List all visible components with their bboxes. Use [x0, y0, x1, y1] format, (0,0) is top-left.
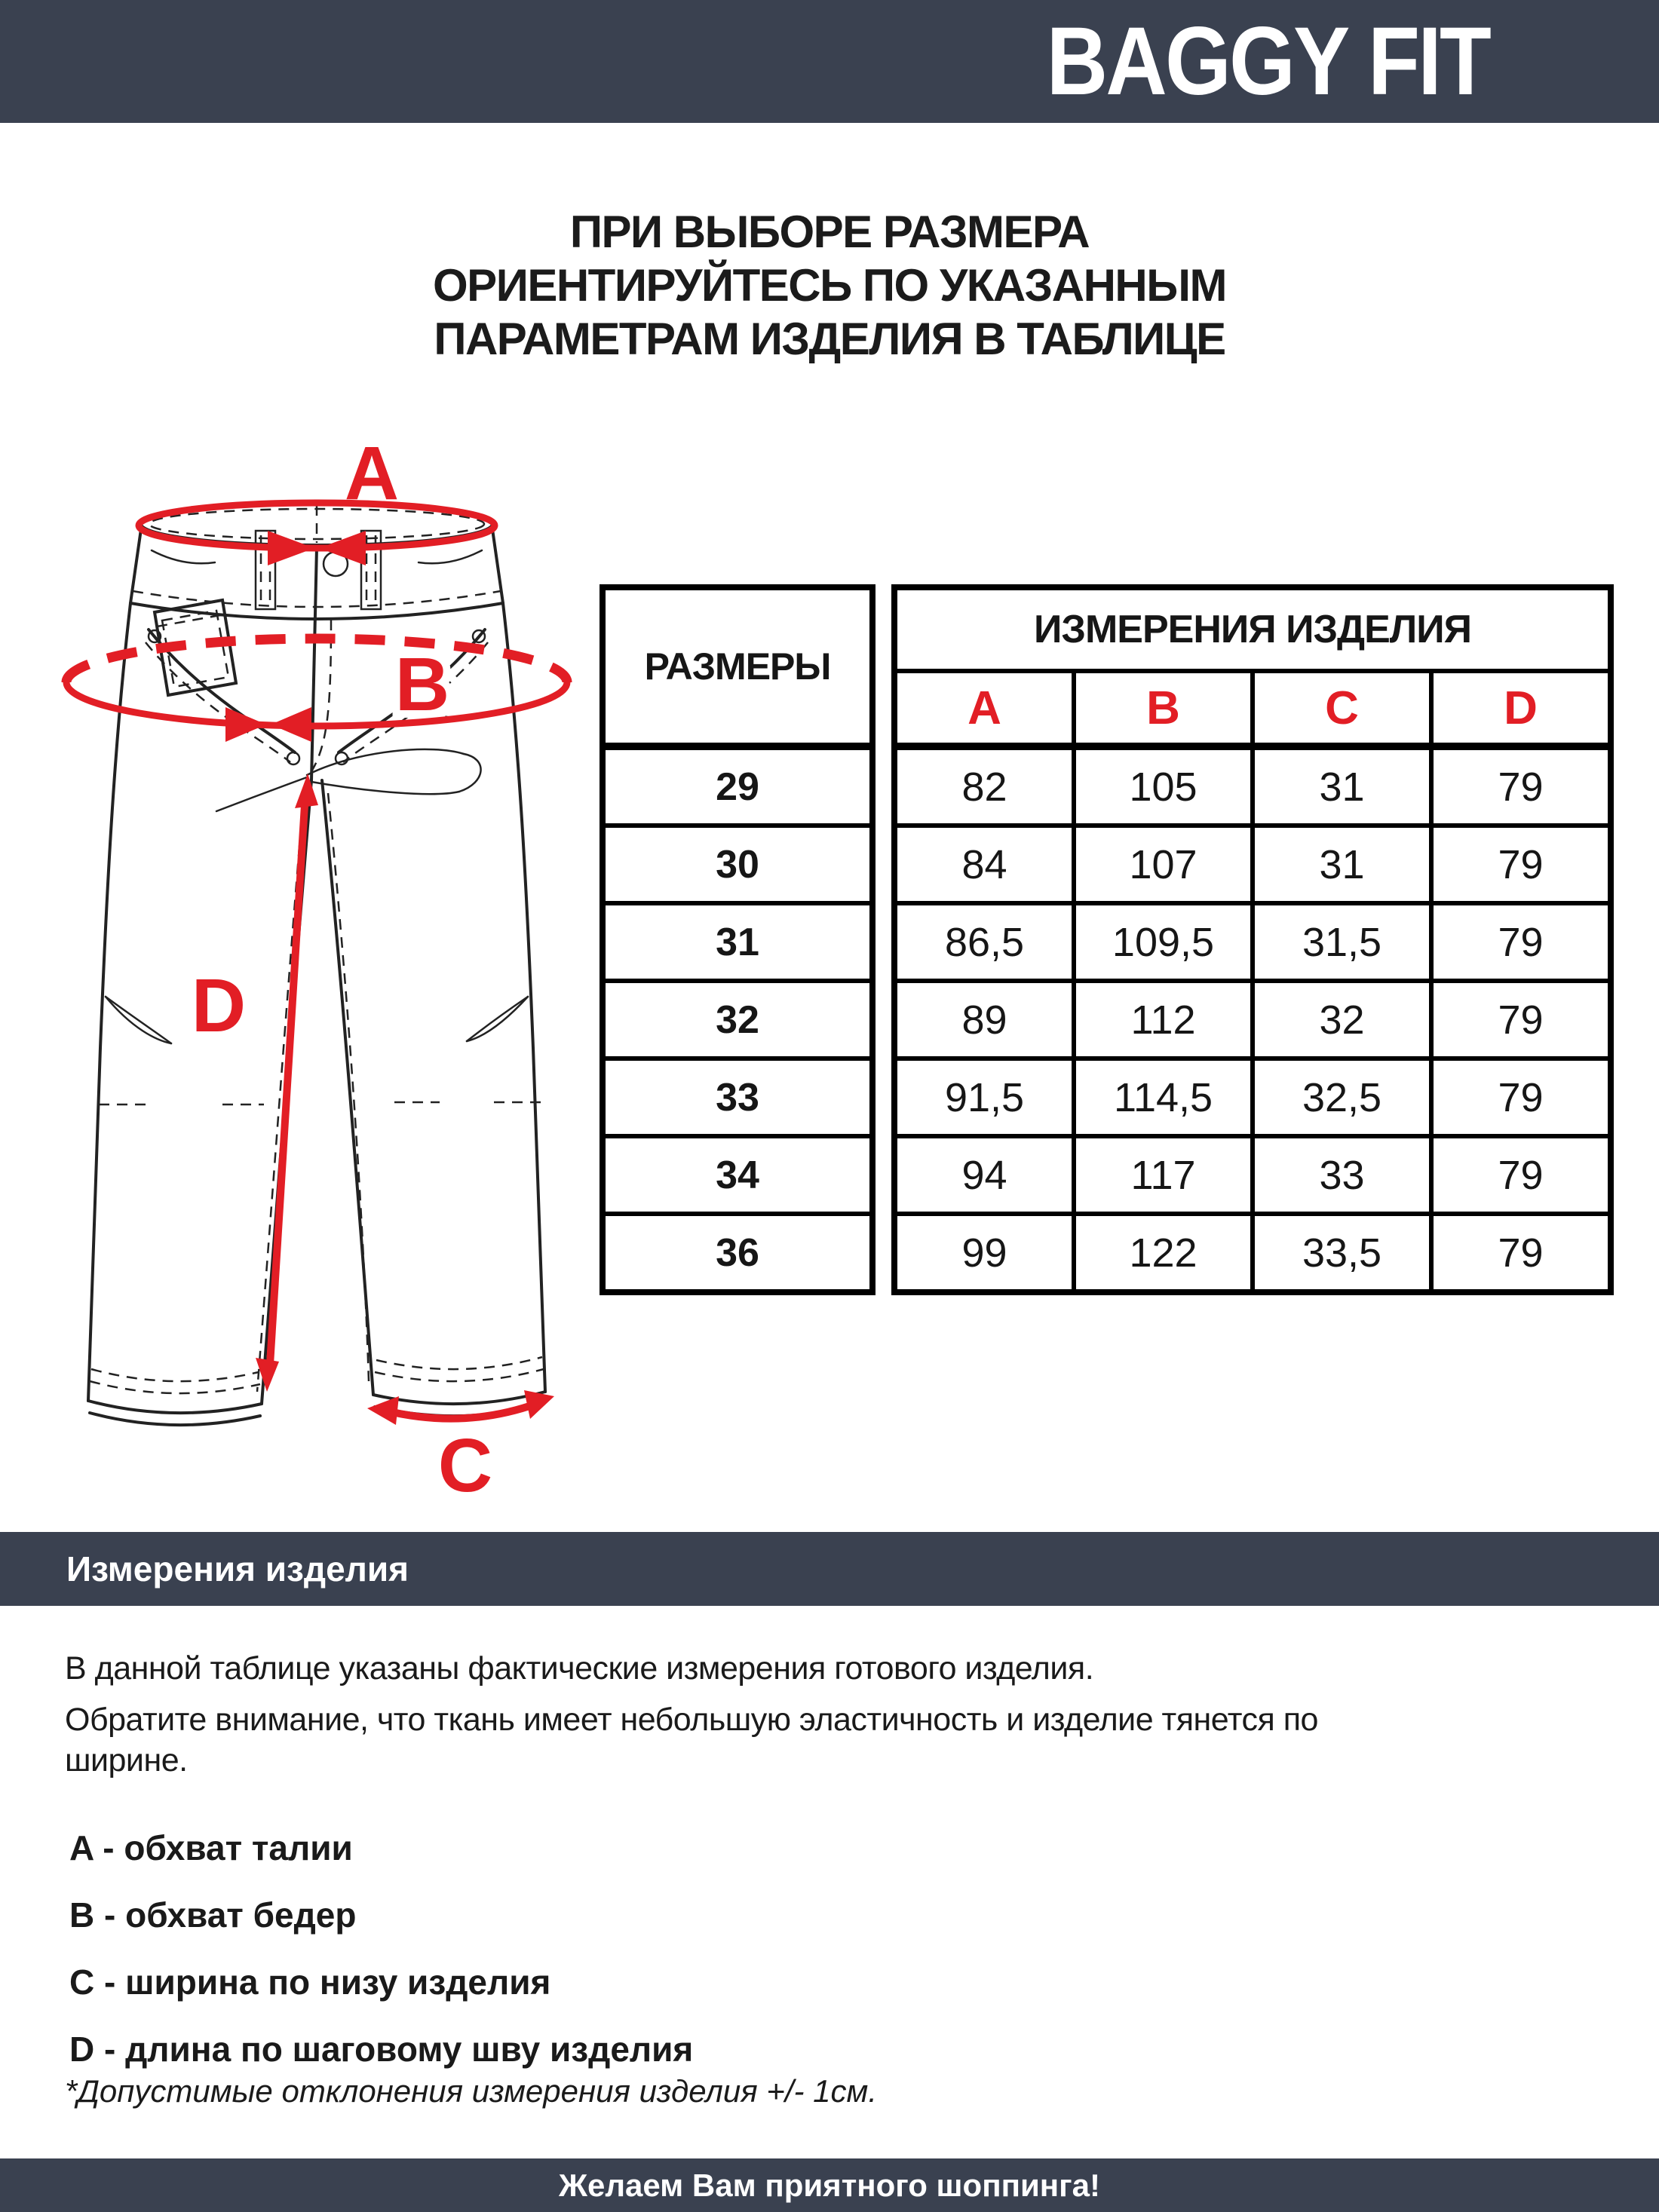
table-cell: 84 — [897, 828, 1076, 901]
label-c: C — [437, 1423, 493, 1508]
tolerance-footnote: *Допустимые отклонения измерения изделия +/- 1см. — [65, 2073, 877, 2109]
hem-measure-c — [367, 1390, 554, 1508]
footer-message: Желаем Вам приятного шоппинга! — [559, 2167, 1100, 2203]
table-cell: 79 — [1498, 997, 1544, 1043]
table-cell: 109,5 — [1076, 905, 1255, 979]
table-cell: 33,5 — [1255, 1216, 1434, 1289]
table-row — [897, 1138, 1608, 1216]
pants-sketch-svg — [41, 369, 596, 1508]
hip-measure-b — [66, 639, 567, 742]
size-row: 31 — [606, 905, 869, 983]
label-d: D — [191, 964, 247, 1048]
table-cell: 91,5 — [897, 1061, 1076, 1134]
table-cell: 82 — [897, 750, 1076, 823]
label-a: A — [344, 431, 400, 516]
table-cell: 31 — [1255, 750, 1434, 823]
label-b: B — [394, 642, 450, 727]
top-bar — [0, 0, 1659, 123]
table-cell: 31,5 — [1255, 905, 1434, 979]
legend-item-b: B - обхват бедер — [69, 1895, 357, 1935]
table-cell: 31 — [1255, 828, 1434, 901]
table-row — [897, 828, 1608, 905]
band-title: Измерения изделия — [66, 1549, 409, 1589]
fit-title: BAGGY FIT — [1047, 7, 1490, 115]
notes — [65, 1648, 1603, 1791]
size-row: 36 — [716, 1230, 759, 1275]
table-row — [897, 1061, 1608, 1138]
table-cell: 107 — [1076, 828, 1255, 901]
intro-line-2: ОРИЕНТИРУЙТЕСЬ ПО УКАЗАННЫМ — [433, 260, 1226, 311]
table-row — [897, 983, 1608, 1061]
size-row: 32 — [606, 983, 869, 1061]
measurements-header: ИЗМЕРЕНИЯ ИЗДЕЛИЯ — [897, 590, 1608, 673]
table-cell: 79 — [1498, 764, 1544, 810]
measurements-table — [891, 584, 1614, 1295]
intro-heading — [0, 205, 1659, 366]
table-cell: 122 — [1076, 1216, 1255, 1289]
table-cell: 79 — [1498, 1074, 1544, 1120]
waist-measure-a — [139, 431, 495, 565]
table-cell: 105 — [1076, 750, 1255, 823]
legend-item-a: A - обхват талии — [69, 1828, 353, 1867]
table-cell: 32,5 — [1255, 1061, 1434, 1134]
table-cell: 32 — [1255, 983, 1434, 1056]
table-row — [897, 1216, 1608, 1289]
table-cell: 117 — [1076, 1138, 1255, 1212]
table-cell: 79 — [1498, 1230, 1544, 1276]
size-row: 29 — [606, 750, 869, 828]
pants-figure — [41, 369, 596, 1508]
legend-item-d: D - длина по шаговому шву изделия — [69, 2030, 694, 2069]
table-cell: 79 — [1498, 1152, 1544, 1198]
size-row: 30 — [606, 828, 869, 905]
col-c: C — [1255, 673, 1434, 743]
intro-line-3: ПАРАМЕТРАМ ИЗДЕЛИЯ В ТАБЛИЦЕ — [434, 314, 1225, 364]
size-row: 34 — [606, 1138, 869, 1216]
table-row — [897, 905, 1608, 983]
table-cell: 79 — [1498, 841, 1544, 887]
size-table — [600, 584, 1614, 1295]
note-paragraph-1: В данной таблице указаны фактические измерения готового изделия. — [65, 1650, 1094, 1687]
inseam-measure-d — [192, 774, 318, 1392]
table-row — [897, 750, 1608, 828]
table-cell: 89 — [897, 983, 1076, 1056]
table-cell: 114,5 — [1076, 1061, 1255, 1134]
table-cell: 86,5 — [897, 905, 1076, 979]
fabric-details — [106, 749, 528, 1043]
intro-line-1: ПРИ ВЫБОРЕ РАЗМЕРА — [569, 207, 1090, 257]
table-cell: 94 — [897, 1138, 1076, 1212]
table-cell: 112 — [1076, 983, 1255, 1056]
col-b: B — [1076, 673, 1255, 743]
note-paragraph-2: Обратите внимание, что ткань имеет небольшую эластичность и изделие тянется по ширине. — [65, 1702, 1318, 1778]
measurements-band — [0, 1532, 1659, 1606]
sizes-header: РАЗМЕРЫ — [606, 590, 869, 750]
table-cell: 33 — [1255, 1138, 1434, 1212]
measure-letter-row — [897, 673, 1608, 750]
col-d: D — [1504, 682, 1538, 734]
footer-bar — [0, 2158, 1659, 2212]
legend-item-c: C - ширина по низу изделия — [69, 1962, 551, 2002]
col-a: A — [897, 673, 1076, 743]
size-row: 33 — [606, 1061, 869, 1138]
table-cell: 79 — [1498, 919, 1544, 965]
sizes-column — [600, 584, 875, 1295]
table-cell: 99 — [897, 1216, 1076, 1289]
measure-legend — [69, 1828, 694, 2099]
